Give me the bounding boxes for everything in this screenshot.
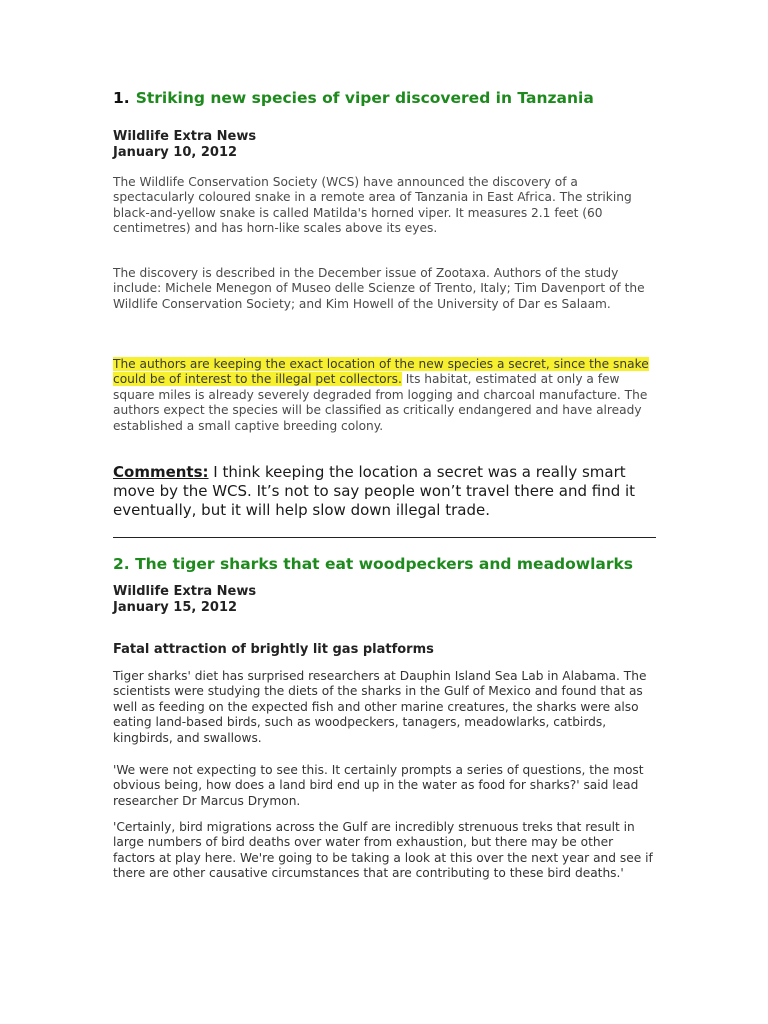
highlighted-text: The authors are keeping the exact location of the new species a secret, since the snake could be of interest to the illegal pet collectors. (113, 357, 649, 387)
comments-label: Comments: (113, 463, 209, 481)
article-2-source: Wildlife Extra News (113, 584, 257, 599)
article-2-meta (113, 584, 256, 616)
article-1-paragraph-3 (113, 357, 658, 434)
article-1-title: Striking new species of viper discovered in Tanzania (135, 89, 594, 107)
article-2-paragraph-2: 'We were not expecting to see this. It certainly prompts a series of questions, the most obvious being, how does a land bird end up in the water as food for sharks?' said lead researcher Dr Marcus Drymon. (113, 763, 644, 808)
article-2-subheading: Fatal attraction of brightly lit gas platforms (113, 642, 434, 657)
comments-block (113, 463, 648, 520)
article-1-meta (113, 129, 256, 161)
article-1-date: January 10, 2012 (113, 145, 238, 160)
article-1-paragraph-3-rest: Its habitat, estimated at only a few square miles is already severely degraded from logging and charcoal manufacture. The authors expect the species will be classified as critically endangered and have already established a small captive breeding colony. (113, 372, 648, 433)
article-1-heading (113, 89, 594, 107)
section-divider (113, 537, 656, 538)
article-1-paragraph-2: The discovery is described in the December issue of Zootaxa. Authors of the study include: Michele Menegon of Museo delle Scienze of Trento, Italy; Tim Davenport of the Wildlife Conservation Society; and Kim Howell of the University of Dar es Salaam. (113, 266, 645, 311)
comments-text: I think keeping the location a secret was a really smart move by the WCS. It’s not to say people won’t travel there and find it eventually, but it will help slow down illegal trade. (113, 463, 636, 519)
article-1-paragraph-1: The Wildlife Conservation Society (WCS) have announced the discovery of a spectacularly coloured snake in a remote area of Tanzania in East Africa. The striking black-and-yellow snake is called Matilda's horned viper. It measures 2.1 feet (60 centimetres) and has horn-like scales above its eyes. (113, 175, 632, 236)
article-2-date: January 15, 2012 (113, 600, 238, 615)
article-1-number: 1. (113, 89, 130, 107)
article-2-paragraph-3: 'Certainly, bird migrations across the Gulf are incredibly strenuous treks that result in large numbers of bird deaths over water from exhaustion, but there may be other factors at play here. We're going to be taking a look at this over the next year and see if there are other causative circumstances that are contributing to these bird deaths.' (113, 820, 653, 881)
article-1-source: Wildlife Extra News (113, 129, 257, 144)
article-2-paragraph-1: Tiger sharks' diet has surprised researchers at Dauphin Island Sea Lab in Alabama. The scientists were studying the diets of the sharks in the Gulf of Mexico and found that as well as feeding on the expected fish and other marine creatures, the sharks were also eating land-based birds, such as woodpeckers, tanagers, meadowlarks, catbirds, kingbirds, and swallows. (113, 669, 647, 745)
article-2-title: 2. The tiger sharks that eat woodpeckers and meadowlarks (113, 555, 634, 573)
